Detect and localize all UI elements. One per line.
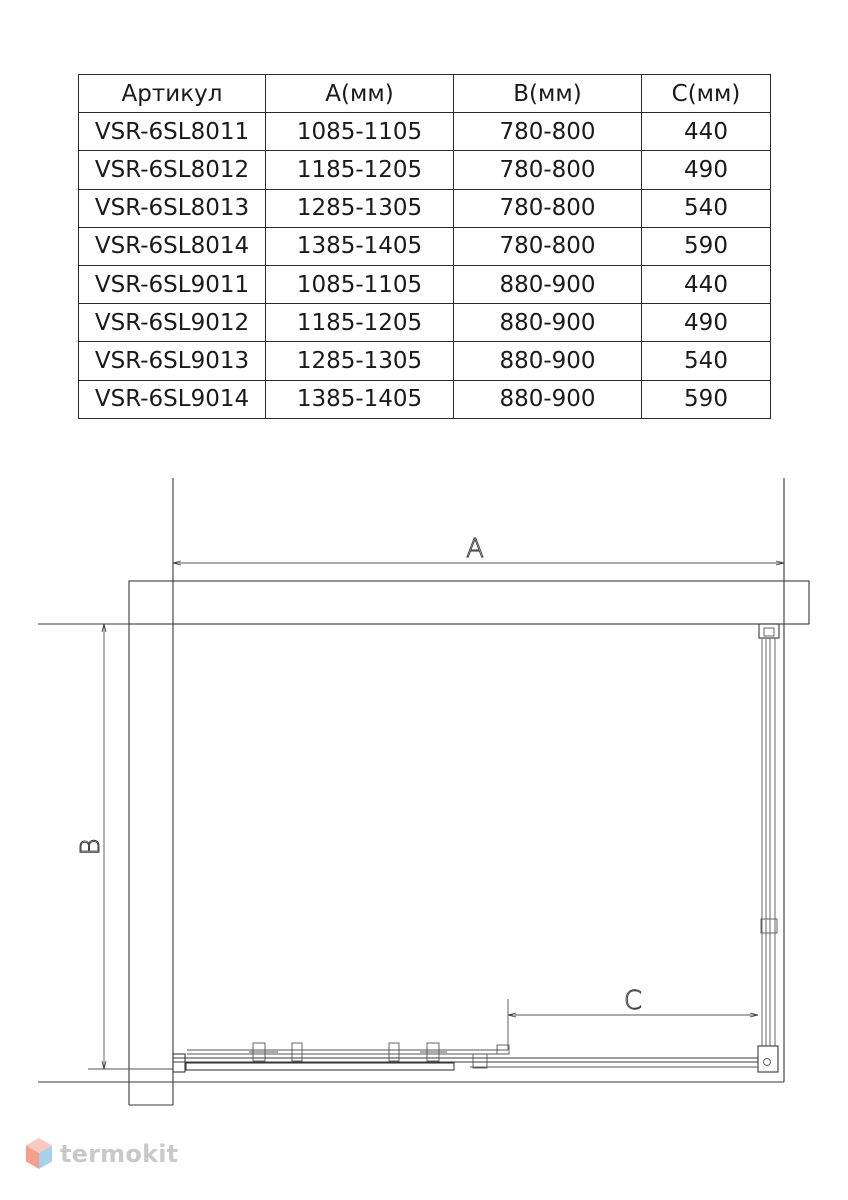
cell-c: 490 (642, 304, 771, 342)
cell-b: 880-900 (454, 380, 642, 418)
cell-a: 1385-1405 (266, 380, 454, 418)
cell-a: 1185-1205 (266, 304, 454, 342)
cell-a: 1285-1305 (266, 189, 454, 227)
cell-article: VSR-6SL8011 (79, 113, 266, 151)
dimension-b (76, 624, 106, 1069)
cell-a: 1185-1205 (266, 151, 454, 189)
cell-article: VSR-6SL9012 (79, 304, 266, 342)
cell-a: 1085-1105 (266, 265, 454, 303)
cell-b: 880-900 (454, 265, 642, 303)
dimension-a (173, 534, 784, 564)
cell-c: 490 (642, 151, 771, 189)
header-c: C(мм) (642, 75, 771, 113)
cell-c: 540 (642, 189, 771, 227)
dimension-a-label: A (466, 534, 484, 564)
cell-c: 540 (642, 342, 771, 380)
header-article: Артикул (79, 75, 266, 113)
cell-article: VSR-6SL9013 (79, 342, 266, 380)
cell-article: VSR-6SL9014 (79, 380, 266, 418)
dimension-b-label: B (76, 838, 106, 856)
dimension-c (508, 986, 758, 1050)
header-b: B(мм) (454, 75, 642, 113)
cell-article: VSR-6SL8013 (79, 189, 266, 227)
cell-c: 590 (642, 227, 771, 265)
wall-outline (38, 478, 809, 1105)
cell-b: 780-800 (454, 189, 642, 227)
cell-b: 880-900 (454, 342, 642, 380)
cell-article: VSR-6SL8014 (79, 227, 266, 265)
cell-a: 1085-1105 (266, 113, 454, 151)
cell-article: VSR-6SL8012 (79, 151, 266, 189)
header-a: A(мм) (266, 75, 454, 113)
brand-name: termokit (60, 1140, 179, 1168)
dimension-c-label: C (623, 986, 643, 1016)
cell-c: 440 (642, 265, 771, 303)
brand-watermark (24, 1136, 178, 1172)
cell-a: 1285-1305 (266, 342, 454, 380)
front-doors (173, 1043, 758, 1072)
cell-b: 780-800 (454, 151, 642, 189)
cube-logo-icon (24, 1136, 54, 1172)
cell-c: 440 (642, 113, 771, 151)
cell-b: 880-900 (454, 304, 642, 342)
cell-b: 780-800 (454, 113, 642, 151)
cell-c: 590 (642, 380, 771, 418)
side-panel (758, 624, 779, 1072)
cell-b: 780-800 (454, 227, 642, 265)
cell-a: 1385-1405 (266, 227, 454, 265)
cell-article: VSR-6SL9011 (79, 265, 266, 303)
